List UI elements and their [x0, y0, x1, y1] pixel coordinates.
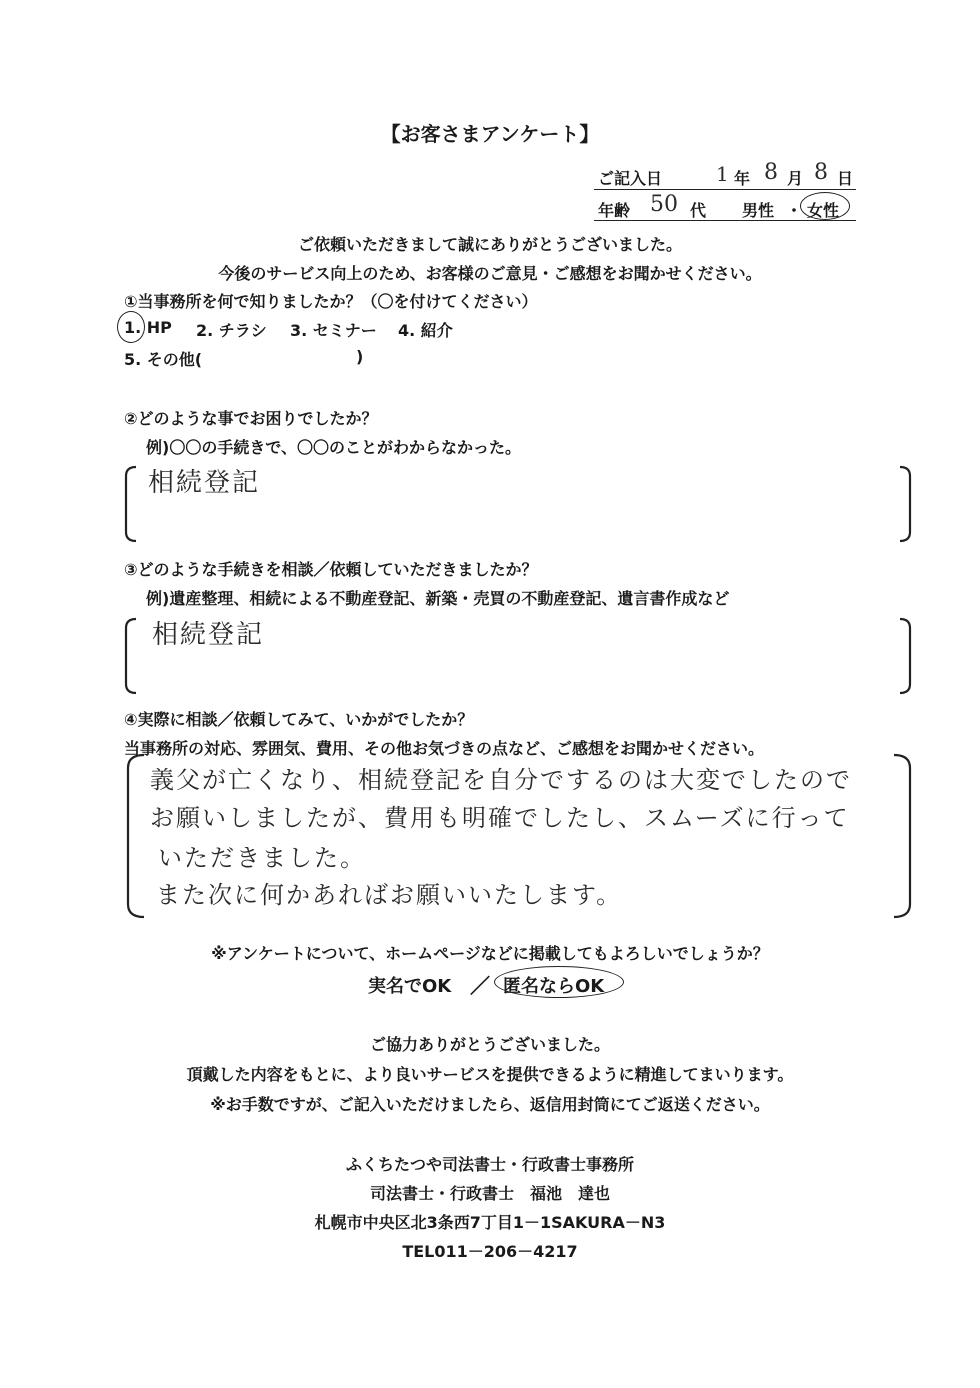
q3-answer-bracket-left: [122, 616, 142, 696]
gender-female-circle: [800, 192, 850, 220]
q1-option-referral[interactable]: 4. 紹介: [398, 321, 453, 340]
date-label: ご記入日: [598, 169, 663, 188]
q2-example: 例)〇〇の手続きで、〇〇のことがわからなかった。: [146, 438, 521, 457]
publish-option-real-name[interactable]: 実名でOK: [368, 976, 452, 997]
office-address: 札幌市中央区北3条西7丁目1－1SAKURA－N3: [314, 1213, 666, 1232]
month-unit: 月: [787, 169, 804, 188]
q3-answer-bracket-right: [896, 616, 916, 696]
q1-option-flyer[interactable]: 2. チラシ: [196, 321, 267, 340]
q2-answer[interactable]: 相続登記: [148, 468, 261, 498]
closing-line-3: ※お手数ですが、ご記入いただけましたら、返信用封筒にてご返送ください。: [210, 1095, 770, 1114]
q3-example: 例)遺産整理、相続による不動産登記、新築・売買の不動産登記、遺言書作成など: [146, 589, 730, 608]
office-name: ふくちたつや司法書士・行政書士事務所: [345, 1155, 634, 1174]
age-label: 年齢: [598, 201, 631, 220]
closing-line-1: ご協力ありがとうございました。: [369, 1035, 610, 1054]
q4-answer-line-4: また次に何かあればお願いいたします。: [156, 881, 623, 909]
gender-female-option[interactable]: 女性: [807, 201, 840, 220]
greeting-line-1: ご依頼いただきまして誠にありがとうございました。: [297, 235, 682, 254]
greeting-line-2: 今後のサービス向上のため、お客様のご意見・ご感想をお聞かせください。: [218, 264, 762, 283]
q1-option-other[interactable]: 5. その他(: [124, 350, 203, 369]
office-tel: TEL011－206－4217: [402, 1242, 578, 1261]
q4-answer-bracket-left: [124, 752, 148, 922]
gender-separator: ・: [786, 201, 803, 220]
age-underline: [594, 220, 856, 221]
q4-answer-line-1: 義父が亡くなり、相続登記を自分でするのは大変でしたので: [150, 766, 852, 794]
date-year-value[interactable]: 1: [716, 162, 729, 186]
q4-answer-line-3: いただきました。: [158, 844, 366, 872]
closing-line-2: 頂戴した内容をもとに、より良いサービスを提供できるように精進してまいります。: [186, 1065, 794, 1084]
q1-option-seminar[interactable]: 3. セミナー: [290, 321, 377, 340]
q1-option-hp[interactable]: 1. HP: [124, 318, 172, 337]
q4-question: ④実際に相談／依頼してみて、いかがでしたか？: [124, 710, 474, 729]
office-staff: 司法書士・行政書士 福池 達也: [369, 1184, 610, 1203]
q1-other-close: ): [356, 347, 364, 366]
q4-answer-bracket-right: [890, 752, 914, 922]
publish-option-anonymous[interactable]: 匿名ならOK: [503, 976, 605, 997]
q2-answer-bracket-left: [122, 464, 142, 544]
publish-separator: ／: [470, 974, 490, 998]
q3-answer[interactable]: 相続登記: [152, 620, 265, 650]
q4-prompt: 当事務所の対応、雰囲気、費用、その他お気づきの点など、ご感想をお聞かせください。: [124, 739, 765, 758]
gender-male-option[interactable]: 男性: [742, 201, 775, 220]
age-value[interactable]: 50: [650, 192, 678, 217]
year-unit: 年: [734, 169, 751, 188]
q2-answer-bracket-right: [896, 464, 916, 544]
date-underline: [594, 189, 856, 190]
q3-question: ③どのような手続きを相談／依頼していただきましたか？: [124, 560, 538, 579]
publish-anonymous-circle: [494, 966, 624, 998]
day-unit: 日: [837, 169, 854, 188]
page-title: 【お客さまアンケート】: [380, 122, 600, 146]
q1-question: ①当事務所を何で知りましたか？（〇を付けてください）: [124, 292, 538, 311]
publish-question: ※アンケートについて、ホームページなどに掲載してもよろしいでしょうか？: [211, 944, 769, 963]
q2-question: ②どのような事でお困りでしたか？: [124, 409, 378, 428]
q4-answer-line-2: お願いしましたが、費用も明確でしたし、スムーズに行って: [150, 804, 850, 832]
age-unit: 代: [690, 201, 707, 220]
date-day-value[interactable]: 8: [814, 160, 828, 185]
q1-hp-circle: [117, 311, 145, 343]
date-month-value[interactable]: 8: [764, 160, 778, 185]
